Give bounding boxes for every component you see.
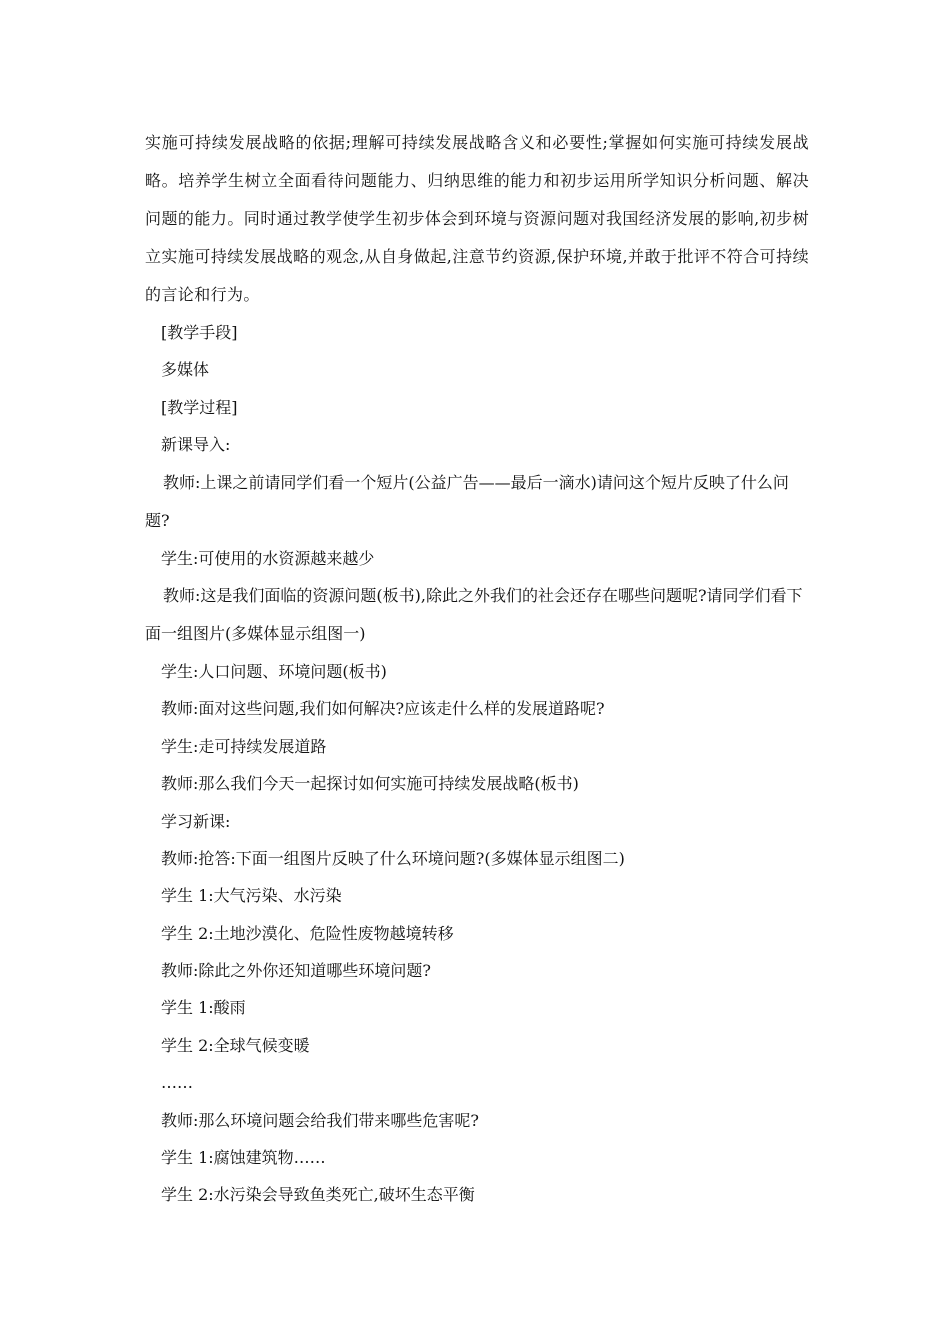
dialogue-line: 学生 1:大气污染、水污染	[161, 886, 342, 906]
dialogue-line: 学生 1:酸雨	[161, 998, 246, 1018]
text-line: 新课导入:	[161, 435, 231, 455]
dialogue-line: 教师:上课之前请同学们看一个短片(公益广告——最后一滴水)请问这个短片反映了什么问题?	[145, 472, 789, 530]
section-heading-teaching-means: [教学手段]	[161, 323, 238, 342]
dialogue-line: 学生:走可持续发展道路	[161, 736, 327, 756]
intro-paragraph: 实施可持续发展战略的依据;理解可持续发展战略含义和必要性;掌握如何实施可持续发展战略。培养学生树立全面看待问题能力、归纳思维的能力和初步运用所学知识分析问题、解决问题的能力。同时通过教学使学生初步体会到环境与资源问题对我国经济发展的影响,初步树立实施可持续发展战略的观念,从自身做起,注意节约资源,保护环境,并敢于批评不符合可持续的言论和行为。	[145, 133, 809, 304]
document-body	[145, 124, 809, 1214]
section-heading-teaching-process: [教学过程]	[161, 397, 238, 417]
text-line: 多媒体	[161, 360, 210, 380]
ellipsis-line: ……	[161, 1073, 193, 1093]
dialogue-line: 学生 1:腐蚀建筑物……	[161, 1148, 326, 1168]
dialogue-line: 教师:那么环境问题会给我们带来哪些危害呢?	[161, 1110, 479, 1130]
dialogue-line: 学生 2:土地沙漠化、危险性废物越境转移	[161, 923, 454, 943]
text-line: 学习新课:	[161, 811, 231, 831]
dialogue-line: 学生:人口问题、环境问题(板书)	[161, 661, 387, 681]
dialogue-line: 教师:那么我们今天一起探讨如何实施可持续发展战略(板书)	[161, 774, 579, 794]
dialogue-line: 学生:可使用的水资源越来越少	[161, 548, 375, 568]
dialogue-line: 教师:这是我们面临的资源问题(板书),除此之外我们的社会还存在哪些问题呢?请同学们看下面一组图片(多媒体显示组图一)	[145, 585, 803, 643]
dialogue-line: 学生 2:全球气候变暖	[161, 1035, 310, 1055]
dialogue-line: 学生 2:水污染会导致鱼类死亡,破坏生态平衡	[161, 1185, 475, 1205]
dialogue-line: 教师:除此之外你还知道哪些环境问题?	[161, 961, 431, 981]
dialogue-line: 教师:抢答:下面一组图片反映了什么环境问题?(多媒体显示组图二)	[161, 848, 625, 868]
dialogue-line: 教师:面对这些问题,我们如何解决?应该走什么样的发展道路呢?	[161, 699, 605, 719]
